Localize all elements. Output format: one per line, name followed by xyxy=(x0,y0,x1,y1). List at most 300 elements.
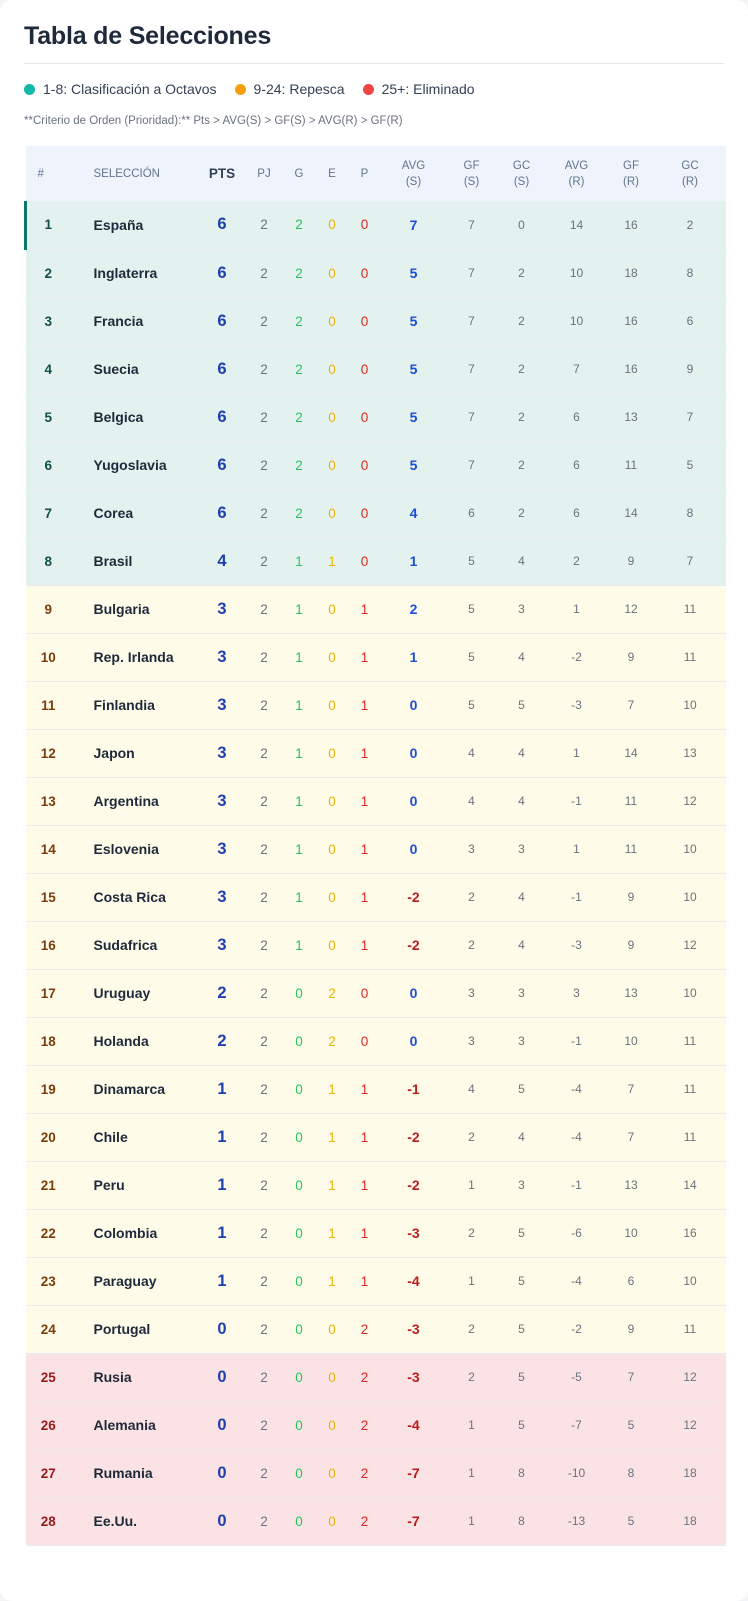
cell-avg-s: 0 xyxy=(382,1017,446,1065)
cell-points: 6 xyxy=(198,249,247,297)
cell-position: 25 xyxy=(26,1353,70,1401)
cell-gf-s: 1 xyxy=(446,1449,498,1497)
cell-avg-r: 3 xyxy=(546,969,608,1017)
cell-gc-s: 2 xyxy=(498,297,546,345)
cell-played: 2 xyxy=(247,201,282,249)
cell-gf-s: 2 xyxy=(446,921,498,969)
cell-points: 6 xyxy=(198,393,247,441)
cell-played: 2 xyxy=(247,777,282,825)
cell-gc-s: 2 xyxy=(498,441,546,489)
cell-gc-r: 18 xyxy=(655,1497,726,1545)
header-line: AVG xyxy=(401,159,426,172)
cell-drawn: 2 xyxy=(317,969,348,1017)
cell-gf-s: 1 xyxy=(446,1257,498,1305)
table-row[interactable] xyxy=(26,1257,726,1305)
cell-gc-s: 4 xyxy=(498,537,546,585)
cell-position: 22 xyxy=(26,1209,70,1257)
cell-gf-r: 11 xyxy=(608,441,655,489)
cell-gf-s: 2 xyxy=(446,1113,498,1161)
cell-drawn: 1 xyxy=(317,1113,348,1161)
cell-won: 0 xyxy=(282,1497,317,1545)
cell-gf-r: 9 xyxy=(608,1305,655,1353)
cell-gc-r: 12 xyxy=(655,921,726,969)
cell-team: Argentina xyxy=(70,777,198,825)
sort-criteria-note: **Criterio de Orden (Prioridad):** Pts > AVG(S) > GF(S) > AVG(R) > GF(R) xyxy=(24,115,403,127)
cell-gf-s: 3 xyxy=(446,825,498,873)
cell-position: 11 xyxy=(26,681,70,729)
cell-gf-s: 6 xyxy=(446,489,498,537)
cell-gc-s: 8 xyxy=(498,1449,546,1497)
cell-played: 2 xyxy=(247,489,282,537)
col-header-avg-s[interactable] xyxy=(382,146,446,201)
cell-gf-r: 7 xyxy=(608,1353,655,1401)
col-header-gf-s[interactable] xyxy=(446,146,498,201)
col-header-avg-r[interactable] xyxy=(546,146,608,201)
cell-team: Suecia xyxy=(70,345,198,393)
table-row[interactable] xyxy=(26,969,726,1017)
cell-played: 2 xyxy=(247,921,282,969)
cell-avg-s: -4 xyxy=(382,1257,446,1305)
cell-gf-r: 12 xyxy=(608,585,655,633)
cell-drawn: 0 xyxy=(317,489,348,537)
cell-avg-s: -2 xyxy=(382,921,446,969)
cell-won: 0 xyxy=(282,1209,317,1257)
cell-won: 1 xyxy=(282,825,317,873)
cell-drawn: 0 xyxy=(317,585,348,633)
legend-label: 25+: Eliminado xyxy=(381,81,475,97)
cell-gf-r: 9 xyxy=(608,537,655,585)
cell-gf-s: 7 xyxy=(446,201,498,249)
cell-points: 2 xyxy=(198,1017,247,1065)
table-row[interactable] xyxy=(26,585,726,633)
cell-gf-s: 2 xyxy=(446,1353,498,1401)
cell-won: 0 xyxy=(282,1449,317,1497)
cell-gf-s: 7 xyxy=(446,297,498,345)
cell-team: Holanda xyxy=(70,1017,198,1065)
cell-avg-s: -7 xyxy=(382,1497,446,1545)
cell-drawn: 0 xyxy=(317,1401,348,1449)
cell-points: 1 xyxy=(198,1257,247,1305)
cell-points: 6 xyxy=(198,441,247,489)
cell-won: 2 xyxy=(282,201,317,249)
table-row[interactable] xyxy=(26,1401,726,1449)
header-line: GC xyxy=(681,159,699,172)
cell-points: 0 xyxy=(198,1305,247,1353)
cell-won: 2 xyxy=(282,393,317,441)
cell-played: 2 xyxy=(247,681,282,729)
cell-team: Eslovenia xyxy=(70,825,198,873)
cell-gc-s: 0 xyxy=(498,201,546,249)
cell-gf-s: 3 xyxy=(446,1017,498,1065)
cell-played: 2 xyxy=(247,345,282,393)
cell-gc-r: 10 xyxy=(655,825,726,873)
table-row[interactable] xyxy=(26,201,726,249)
cell-gf-s: 2 xyxy=(446,1209,498,1257)
cell-avg-r: -1 xyxy=(546,1161,608,1209)
cell-gf-r: 18 xyxy=(608,249,655,297)
col-header-pts[interactable]: PTS xyxy=(208,165,236,181)
cell-won: 1 xyxy=(282,777,317,825)
cell-won: 1 xyxy=(282,921,317,969)
cell-gc-r: 8 xyxy=(655,249,726,297)
cell-won: 0 xyxy=(282,1305,317,1353)
cell-points: 1 xyxy=(198,1161,247,1209)
cell-avg-s: 4 xyxy=(382,489,446,537)
cell-lost: 1 xyxy=(348,681,382,729)
cell-position: 12 xyxy=(26,729,70,777)
cell-gc-r: 12 xyxy=(655,1401,726,1449)
cell-won: 0 xyxy=(282,1017,317,1065)
cell-played: 2 xyxy=(247,393,282,441)
cell-gf-r: 13 xyxy=(608,1161,655,1209)
cell-gc-s: 5 xyxy=(498,1353,546,1401)
cell-gf-r: 5 xyxy=(608,1401,655,1449)
legend-item-qualified xyxy=(24,81,217,97)
cell-gc-r: 11 xyxy=(655,1113,726,1161)
table-body xyxy=(26,201,726,1545)
cell-played: 2 xyxy=(247,1401,282,1449)
cell-drawn: 0 xyxy=(317,825,348,873)
table-row[interactable] xyxy=(26,1113,726,1161)
cell-lost: 0 xyxy=(348,537,382,585)
cell-points: 6 xyxy=(198,345,247,393)
cell-gf-r: 9 xyxy=(608,873,655,921)
table-row[interactable] xyxy=(26,393,726,441)
cell-position: 14 xyxy=(26,825,70,873)
cell-team: Brasil xyxy=(70,537,198,585)
cell-avg-s: 2 xyxy=(382,585,446,633)
cell-position: 9 xyxy=(26,585,70,633)
cell-gf-r: 6 xyxy=(608,1257,655,1305)
cell-points: 2 xyxy=(198,969,247,1017)
header-line: (R) xyxy=(682,175,698,188)
cell-points: 3 xyxy=(198,873,247,921)
cell-gf-r: 13 xyxy=(608,393,655,441)
table-row[interactable] xyxy=(26,345,726,393)
col-header-e[interactable]: E xyxy=(328,167,336,180)
cell-won: 0 xyxy=(282,1257,317,1305)
cell-points: 3 xyxy=(198,585,247,633)
table-row[interactable] xyxy=(26,921,726,969)
cell-gc-r: 7 xyxy=(655,537,726,585)
cell-points: 6 xyxy=(198,297,247,345)
col-header-g[interactable]: G xyxy=(294,167,304,180)
cell-gf-r: 10 xyxy=(608,1017,655,1065)
cell-drawn: 1 xyxy=(317,1161,348,1209)
table-row[interactable] xyxy=(26,633,726,681)
cell-lost: 1 xyxy=(348,777,382,825)
cell-gf-s: 4 xyxy=(446,729,498,777)
cell-avg-r: -4 xyxy=(546,1113,608,1161)
cell-avg-r: -6 xyxy=(546,1209,608,1257)
cell-played: 2 xyxy=(247,969,282,1017)
table-row[interactable] xyxy=(26,825,726,873)
cell-points: 0 xyxy=(198,1401,247,1449)
col-header-gf-r[interactable] xyxy=(608,146,655,201)
cell-team: Ee.Uu. xyxy=(70,1497,198,1545)
cell-avg-s: 1 xyxy=(382,537,446,585)
col-header-gc-s[interactable] xyxy=(498,146,546,201)
cell-gc-s: 2 xyxy=(498,249,546,297)
cell-team: Uruguay xyxy=(70,969,198,1017)
cell-gf-r: 7 xyxy=(608,681,655,729)
cell-gf-s: 7 xyxy=(446,249,498,297)
cell-gf-r: 16 xyxy=(608,345,655,393)
cell-position: 21 xyxy=(26,1161,70,1209)
cell-gc-s: 3 xyxy=(498,969,546,1017)
cell-avg-r: -2 xyxy=(546,633,608,681)
cell-gf-s: 7 xyxy=(446,345,498,393)
cell-avg-s: 0 xyxy=(382,729,446,777)
cell-position: 20 xyxy=(26,1113,70,1161)
cell-points: 1 xyxy=(198,1209,247,1257)
col-header-team[interactable]: SELECCIÓN xyxy=(93,167,160,180)
cell-played: 2 xyxy=(247,441,282,489)
cell-avg-s: 7 xyxy=(382,201,446,249)
table-row[interactable] xyxy=(26,1065,726,1113)
cell-avg-s: 5 xyxy=(382,249,446,297)
cell-team: Peru xyxy=(70,1161,198,1209)
cell-lost: 1 xyxy=(348,921,382,969)
table-header-row xyxy=(26,146,726,201)
cell-gf-r: 9 xyxy=(608,921,655,969)
cell-avg-r: -13 xyxy=(546,1497,608,1545)
header-line: GF xyxy=(623,159,639,172)
cell-lost: 0 xyxy=(348,393,382,441)
cell-team: Costa Rica xyxy=(70,873,198,921)
cell-drawn: 1 xyxy=(317,537,348,585)
cell-gc-r: 11 xyxy=(655,1305,726,1353)
cell-drawn: 0 xyxy=(317,729,348,777)
cell-team: Finlandia xyxy=(70,681,198,729)
cell-points: 6 xyxy=(198,201,247,249)
cell-position: 8 xyxy=(26,537,70,585)
cell-gc-s: 4 xyxy=(498,729,546,777)
cell-position: 19 xyxy=(26,1065,70,1113)
cell-points: 1 xyxy=(198,1065,247,1113)
cell-position: 1 xyxy=(26,201,70,249)
table-row[interactable] xyxy=(26,1017,726,1065)
cell-points: 3 xyxy=(198,633,247,681)
cell-avg-s: -4 xyxy=(382,1401,446,1449)
cell-lost: 0 xyxy=(348,441,382,489)
teal-dot-icon xyxy=(24,84,35,95)
cell-gf-s: 5 xyxy=(446,537,498,585)
cell-gc-s: 5 xyxy=(498,1209,546,1257)
cell-drawn: 0 xyxy=(317,393,348,441)
cell-lost: 1 xyxy=(348,1209,382,1257)
cell-avg-r: 6 xyxy=(546,441,608,489)
cell-position: 24 xyxy=(26,1305,70,1353)
cell-gf-s: 1 xyxy=(446,1161,498,1209)
table-row[interactable] xyxy=(26,1497,726,1545)
cell-team: España xyxy=(70,201,198,249)
cell-avg-s: -1 xyxy=(382,1065,446,1113)
cell-lost: 2 xyxy=(348,1497,382,1545)
col-header-gc-r[interactable] xyxy=(655,146,726,201)
red-dot-icon xyxy=(363,84,374,95)
cell-avg-r: 6 xyxy=(546,393,608,441)
cell-team: Paraguay xyxy=(70,1257,198,1305)
cell-team: Rumania xyxy=(70,1449,198,1497)
cell-won: 2 xyxy=(282,297,317,345)
cell-team: Rep. Irlanda xyxy=(70,633,198,681)
cell-position: 6 xyxy=(26,441,70,489)
table-row[interactable] xyxy=(26,873,726,921)
cell-avg-s: 5 xyxy=(382,393,446,441)
cell-points: 3 xyxy=(198,681,247,729)
table-row[interactable] xyxy=(26,777,726,825)
cell-gc-r: 8 xyxy=(655,489,726,537)
cell-team: Francia xyxy=(70,297,198,345)
cell-position: 13 xyxy=(26,777,70,825)
cell-avg-s: -2 xyxy=(382,1113,446,1161)
cell-gf-r: 9 xyxy=(608,633,655,681)
cell-position: 15 xyxy=(26,873,70,921)
cell-avg-s: 0 xyxy=(382,825,446,873)
cell-points: 0 xyxy=(198,1497,247,1545)
cell-drawn: 0 xyxy=(317,1497,348,1545)
header-line: (R) xyxy=(623,175,639,188)
table-row[interactable] xyxy=(26,1209,726,1257)
cell-played: 2 xyxy=(247,825,282,873)
table-row[interactable] xyxy=(26,1449,726,1497)
cell-gf-s: 4 xyxy=(446,777,498,825)
cell-avg-s: 0 xyxy=(382,777,446,825)
cell-team: Yugoslavia xyxy=(70,441,198,489)
cell-avg-r: -4 xyxy=(546,1065,608,1113)
cell-avg-r: -1 xyxy=(546,777,608,825)
cell-lost: 1 xyxy=(348,729,382,777)
cell-avg-r: 1 xyxy=(546,729,608,777)
orange-dot-icon xyxy=(235,84,246,95)
cell-gf-r: 13 xyxy=(608,969,655,1017)
cell-won: 0 xyxy=(282,1401,317,1449)
cell-won: 2 xyxy=(282,249,317,297)
cell-lost: 0 xyxy=(348,489,382,537)
cell-avg-r: 14 xyxy=(546,201,608,249)
cell-gc-r: 12 xyxy=(655,777,726,825)
cell-drawn: 1 xyxy=(317,1209,348,1257)
cell-gc-r: 5 xyxy=(655,441,726,489)
legend-label: 9-24: Repesca xyxy=(253,81,345,97)
cell-won: 1 xyxy=(282,729,317,777)
cell-position: 16 xyxy=(26,921,70,969)
cell-played: 2 xyxy=(247,1353,282,1401)
cell-lost: 1 xyxy=(348,1161,382,1209)
table-row[interactable] xyxy=(26,729,726,777)
cell-gc-s: 2 xyxy=(498,489,546,537)
cell-lost: 1 xyxy=(348,873,382,921)
table-row[interactable] xyxy=(26,489,726,537)
cell-drawn: 0 xyxy=(317,873,348,921)
cell-won: 0 xyxy=(282,1065,317,1113)
cell-position: 3 xyxy=(26,297,70,345)
cell-drawn: 1 xyxy=(317,1257,348,1305)
cell-position: 7 xyxy=(26,489,70,537)
cell-team: Bulgaria xyxy=(70,585,198,633)
cell-points: 3 xyxy=(198,777,247,825)
header-line: GC xyxy=(512,159,531,172)
cell-lost: 1 xyxy=(348,1113,382,1161)
cell-team: Sudafrica xyxy=(70,921,198,969)
legend xyxy=(24,81,493,97)
table-row[interactable] xyxy=(26,441,726,489)
cell-avg-r: -1 xyxy=(546,1017,608,1065)
table-row[interactable] xyxy=(26,681,726,729)
cell-avg-s: 1 xyxy=(382,633,446,681)
cell-gf-r: 8 xyxy=(608,1449,655,1497)
cell-position: 28 xyxy=(26,1497,70,1545)
col-header-pj[interactable]: PJ xyxy=(257,167,271,180)
cell-avg-r: 10 xyxy=(546,297,608,345)
cell-drawn: 0 xyxy=(317,345,348,393)
cell-gc-s: 4 xyxy=(498,921,546,969)
header-line: AVG xyxy=(564,159,589,172)
table-row[interactable] xyxy=(26,1305,726,1353)
col-header-pos[interactable]: # xyxy=(37,167,44,180)
cell-gf-r: 16 xyxy=(608,201,655,249)
table-row[interactable] xyxy=(26,1161,726,1209)
cell-won: 2 xyxy=(282,441,317,489)
table-row[interactable] xyxy=(26,1353,726,1401)
cell-gf-s: 4 xyxy=(446,1065,498,1113)
cell-lost: 0 xyxy=(348,1017,382,1065)
cell-won: 0 xyxy=(282,1353,317,1401)
header-line: (S) xyxy=(405,175,422,188)
header-line: (S) xyxy=(513,175,530,188)
cell-gf-r: 14 xyxy=(608,489,655,537)
table-row[interactable] xyxy=(26,249,726,297)
cell-drawn: 0 xyxy=(317,441,348,489)
table-row[interactable] xyxy=(26,537,726,585)
cell-avg-s: -2 xyxy=(382,873,446,921)
cell-gf-s: 7 xyxy=(446,441,498,489)
standings-table-wrapper xyxy=(24,146,724,1546)
cell-drawn: 0 xyxy=(317,777,348,825)
cell-avg-s: -3 xyxy=(382,1353,446,1401)
cell-gf-r: 11 xyxy=(608,825,655,873)
col-header-p[interactable]: P xyxy=(360,167,369,180)
table-row[interactable] xyxy=(26,297,726,345)
cell-lost: 2 xyxy=(348,1401,382,1449)
cell-avg-r: -7 xyxy=(546,1401,608,1449)
cell-lost: 0 xyxy=(348,969,382,1017)
cell-avg-r: -1 xyxy=(546,873,608,921)
cell-position: 23 xyxy=(26,1257,70,1305)
cell-played: 2 xyxy=(247,585,282,633)
cell-avg-r: -4 xyxy=(546,1257,608,1305)
cell-gf-s: 7 xyxy=(446,393,498,441)
cell-gc-s: 4 xyxy=(498,873,546,921)
cell-won: 1 xyxy=(282,681,317,729)
cell-gc-r: 11 xyxy=(655,633,726,681)
cell-position: 18 xyxy=(26,1017,70,1065)
cell-gc-s: 8 xyxy=(498,1497,546,1545)
cell-points: 0 xyxy=(198,1449,247,1497)
cell-gf-r: 11 xyxy=(608,777,655,825)
cell-team: Alemania xyxy=(70,1401,198,1449)
cell-lost: 0 xyxy=(348,201,382,249)
cell-played: 2 xyxy=(247,1497,282,1545)
cell-gf-s: 5 xyxy=(446,633,498,681)
cell-gf-s: 1 xyxy=(446,1497,498,1545)
cell-won: 1 xyxy=(282,873,317,921)
cell-gc-s: 3 xyxy=(498,825,546,873)
cell-gc-r: 11 xyxy=(655,1017,726,1065)
cell-played: 2 xyxy=(247,1161,282,1209)
header-line: (S) xyxy=(463,175,480,188)
